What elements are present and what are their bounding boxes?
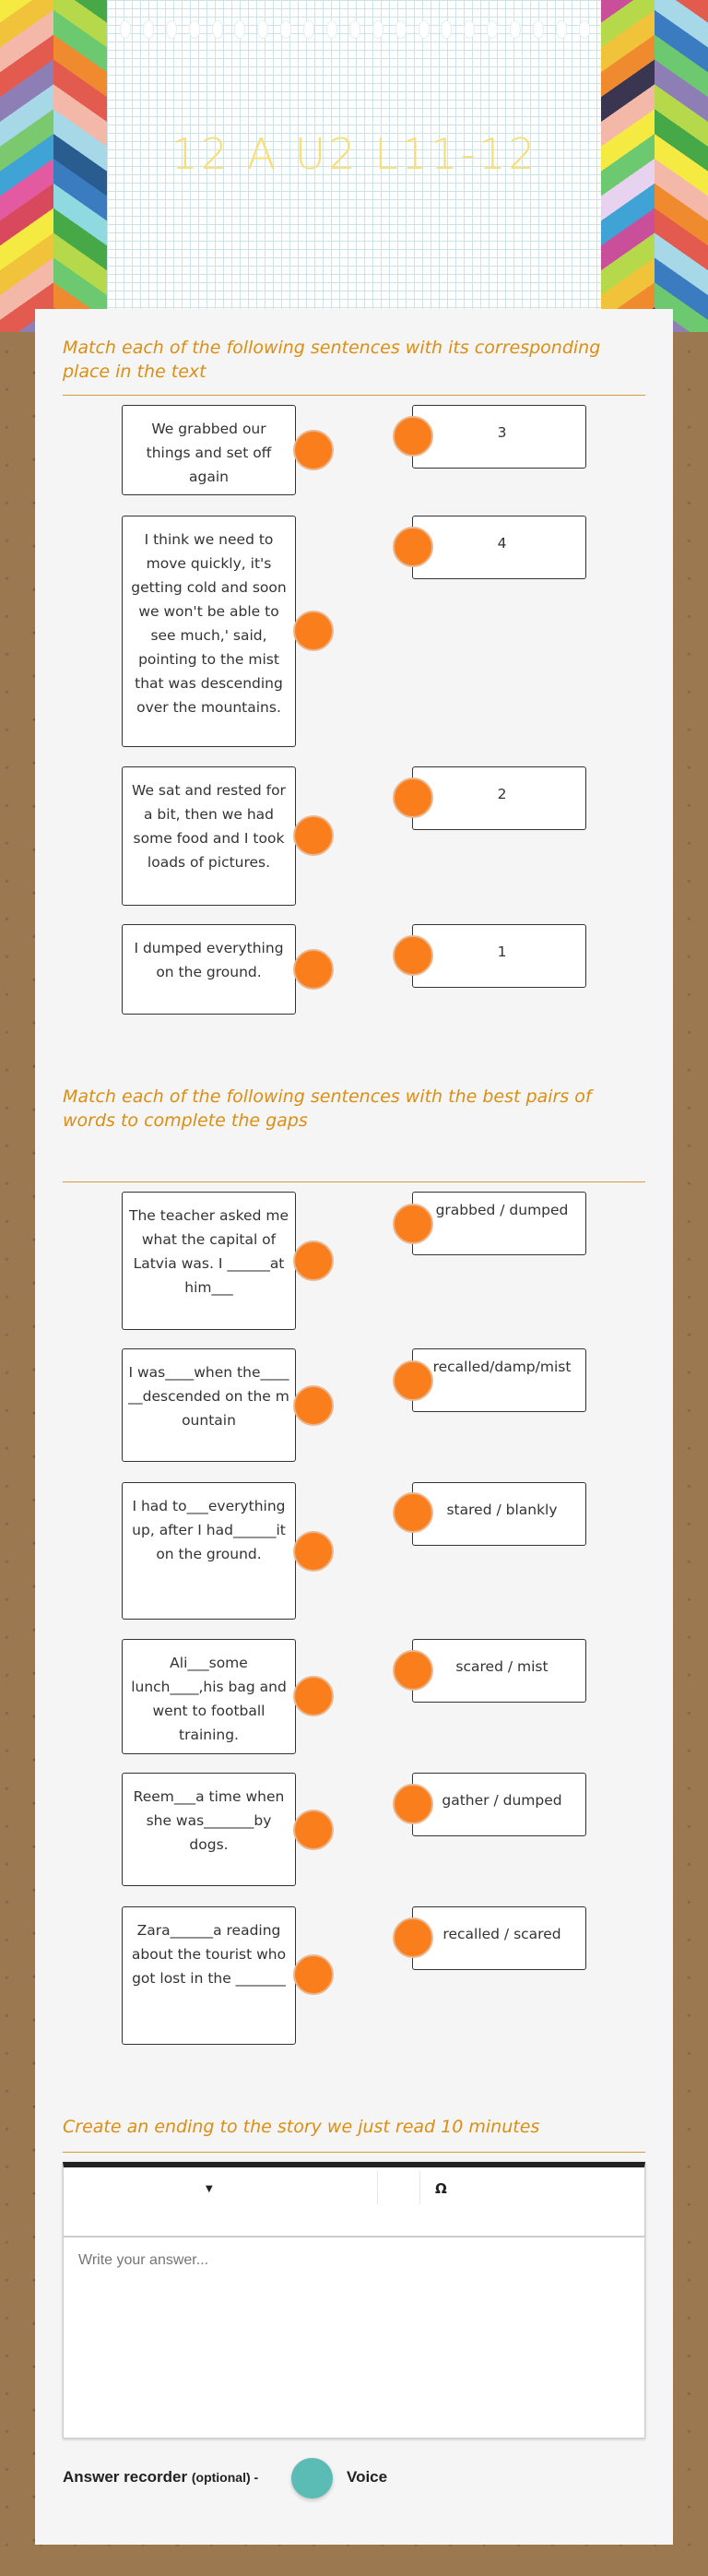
chevron-pattern xyxy=(0,0,53,332)
special-character-icon[interactable]: Ω xyxy=(435,2180,447,2197)
match-right-item[interactable]: scared / mist xyxy=(412,1639,586,1703)
match-right-item[interactable]: 3 xyxy=(412,405,586,469)
toolbar-separator xyxy=(419,2171,420,2204)
match-left-item[interactable]: Zara______a reading about the tourist who got lost in the _______ xyxy=(122,1906,296,2045)
match-right-item[interactable]: 2 xyxy=(412,766,586,830)
match-connector-dot[interactable] xyxy=(293,949,334,990)
match-connector-dot[interactable] xyxy=(393,935,433,976)
match-left-item[interactable]: Reem___a time when she was_______by dogs. xyxy=(122,1773,296,1886)
font-dropdown-chevron-down-icon[interactable]: ▼ xyxy=(206,2184,213,2194)
match-left-item[interactable]: I was____when the______descended on the mountain xyxy=(122,1348,296,1462)
voice-label: Voice xyxy=(347,2468,388,2486)
match-connector-dot[interactable] xyxy=(393,1784,433,1824)
voice-record-button[interactable] xyxy=(291,2458,333,2499)
match-right-item[interactable]: recalled/damp/mist xyxy=(412,1348,586,1412)
match-connector-dot[interactable] xyxy=(393,416,433,457)
worksheet-title: 12 A U2 L11-12 xyxy=(171,129,538,179)
answer-recorder-label xyxy=(63,2468,258,2487)
match-connector-dot[interactable] xyxy=(393,1360,433,1401)
match-right-item[interactable]: gather / dumped xyxy=(412,1773,586,1836)
question-1-prompt: Match each of the following sentences with its corresponding place in the text xyxy=(63,338,601,382)
chevron-pattern xyxy=(655,0,708,332)
chevron-pattern xyxy=(53,0,107,332)
match-connector-dot[interactable] xyxy=(293,611,334,651)
match-connector-dot[interactable] xyxy=(393,1650,433,1691)
match-connector-dot[interactable] xyxy=(293,1954,334,1995)
match-connector-dot[interactable] xyxy=(293,1241,334,1281)
match-left-item[interactable]: I had to___everything up, after I had______it on the ground. xyxy=(122,1482,296,1620)
match-left-item[interactable]: We grabbed our things and set off again xyxy=(122,405,296,495)
match-left-item[interactable]: Ali___some lunch____,his bag and went to football training. xyxy=(122,1639,296,1754)
chevron-pattern xyxy=(601,0,655,332)
match-connector-dot[interactable] xyxy=(393,527,433,567)
answer-input[interactable] xyxy=(78,2252,631,2418)
match-right-item[interactable]: 1 xyxy=(412,924,586,988)
match-connector-dot[interactable] xyxy=(393,1492,433,1533)
question-3-prompt: Create an ending to the story we just read 10 minutes xyxy=(63,2117,540,2137)
match-connector-dot[interactable] xyxy=(293,1531,334,1572)
match-connector-dot[interactable] xyxy=(293,815,334,856)
match-connector-dot[interactable] xyxy=(393,1204,433,1244)
toolbar-separator xyxy=(377,2171,378,2204)
divider xyxy=(63,2152,645,2153)
match-connector-dot[interactable] xyxy=(293,430,334,470)
rich-text-editor xyxy=(63,2162,645,2439)
recorder-label-text: Answer recorder xyxy=(63,2468,188,2486)
header-banner xyxy=(0,0,708,332)
match-left-item[interactable]: I think we need to move quickly, it's getting cold and soon we won't be able to see much,' said, pointing to the mist that was descending over the mountains. xyxy=(122,516,296,747)
divider xyxy=(63,395,645,396)
divider xyxy=(63,1181,645,1182)
match-right-item[interactable]: stared / blankly xyxy=(412,1482,586,1546)
match-right-item[interactable]: 4 xyxy=(412,516,586,579)
paper-holes xyxy=(120,20,590,39)
match-connector-dot[interactable] xyxy=(393,778,433,818)
match-left-item[interactable]: We sat and rested for a bit, then we had some food and I took loads of pictures. xyxy=(122,766,296,906)
recorder-optional-text: (optional) - xyxy=(191,2470,259,2485)
match-left-item[interactable]: The teacher asked me what the capital of Latvia was. I ______at him___ xyxy=(122,1192,296,1330)
match-right-item[interactable]: recalled / scared xyxy=(412,1906,586,1970)
match-connector-dot[interactable] xyxy=(293,1385,334,1426)
match-connector-dot[interactable] xyxy=(293,1676,334,1716)
match-connector-dot[interactable] xyxy=(393,1917,433,1958)
question-2-prompt: Match each of the following sentences with the best pairs of words to complete the gaps xyxy=(63,1086,592,1131)
editor-toolbar xyxy=(64,2167,644,2238)
match-connector-dot[interactable] xyxy=(293,1810,334,1850)
match-left-item[interactable]: I dumped everything on the ground. xyxy=(122,924,296,1015)
match-right-item[interactable]: grabbed / dumped xyxy=(412,1192,586,1255)
